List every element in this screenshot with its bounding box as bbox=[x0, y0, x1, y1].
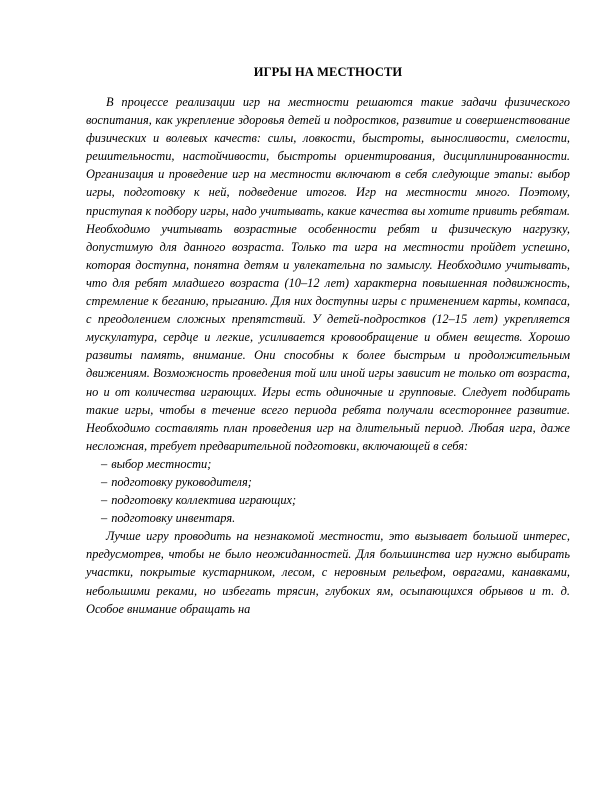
list-dash: – bbox=[101, 456, 108, 471]
list-item-text: подготовку инвентаря. bbox=[111, 511, 236, 526]
document-page bbox=[86, 64, 570, 618]
list-item-text: подготовку коллектива играющих; bbox=[111, 493, 297, 508]
list-item-text: подготовку руководителя; bbox=[111, 474, 252, 489]
list-item bbox=[86, 491, 570, 509]
list-item bbox=[86, 455, 570, 473]
preparation-list bbox=[86, 455, 570, 527]
intro-paragraph: В процессе реализации игр на местности решаются такие задачи физического воспитания, как укрепление здоровья детей и подростков, развитие и совершенствование физических и волевых качеств: силы, ловкости, быстроты, выносливости, смелости, решительности, настойчивости, быстроты ориентирования, дисциплинированности. Организация и проведение игр на местности включают в себя следующие этапы: выбор игры, подготовку к ней, подведение итогов. Игр на местности много. Поэтому, приступая к подбору игры, надо учитывать, какие качества вы хотите привить ребятам. Необходимо учитывать возрастные особенности ребят и физическую нагрузку, допустимую для данного возраста. Только та игра на местности пройдет успешно, которая доступна, понятна детям и увлекательна по замыслу. Необходимо учитывать, что для ребят младшего возраста (10–12 лет) характерна повышенная подвижность, стремление к беганию, прыганию. Для них доступны игры с применением карты, компаса, с преодолением сложных препятствий. У детей-подростков (12–15 лет) укрепляется мускулатура, сердце и легкие, усиливается кровообращение и обмен веществ. Хорошо развиты память, внимание. Они способны к более быстрым и продолжительным движениям. Возможность проведения той или иной игры зависит не только от возраста, но и от количества играющих. Игры есть одиночные и групповые. Следует подбирать такие игры, чтобы в течение всего периода ребята получали всестороннее развитие. Необходимо составлять план проведения игр на длительный период. Любая игра, даже несложная, требует предварительной подготовки, включающей в себя: bbox=[86, 95, 570, 453]
location-paragraph: Лучше игру проводить на незнакомой местности, это вызывает большой интерес, предусмотрев, чтобы не было неожиданностей. Для большинства игр нужно выбирать участки, покрытые кустарником, лесом, с неровным рельефом, оврагами, канавками, небольшими реками, но избегать трясин, глубоких ям, осыпающихся обрывов и т. д. Особое внимание обращать на bbox=[86, 529, 570, 616]
list-dash: – bbox=[101, 511, 108, 526]
page-title: ИГРЫ НА МЕСТНОСТИ bbox=[253, 65, 403, 79]
list-item-text: выбор местности; bbox=[111, 456, 212, 471]
list-item bbox=[86, 509, 570, 527]
list-dash: – bbox=[101, 493, 108, 508]
list-dash: – bbox=[101, 474, 108, 489]
list-item bbox=[86, 473, 570, 491]
